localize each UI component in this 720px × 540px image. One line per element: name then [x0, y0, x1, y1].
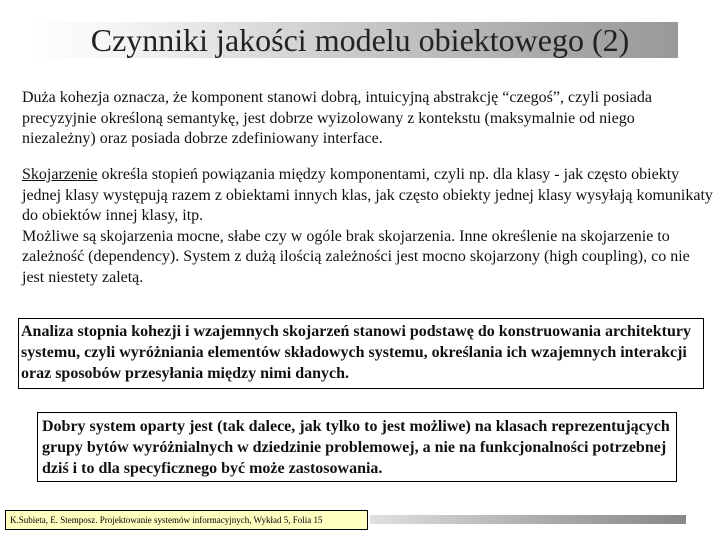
footer-citation: K.Subieta, E. Stemposz. Projektowanie systemów informacyjnych, Wykład 5, Folia 15	[5, 510, 368, 530]
coupling-definition: określa stopień powiązania między komponentami, czyli np. dla klasy - jak często obiekty jednej klasy występują razem z obiektami innych klas, jak często obiekty jednej klasy wysyłają komunikaty do obiektów innej klasy, itp.	[22, 166, 713, 224]
analysis-box: Analiza stopnia kohezji i wzajemnych skojarzeń stanowi podstawę do konstruowania architektury systemu, czyli wyróżniania elementów składowych systemu, określania ich wzajemnych interakcji oraz sposobów przesyłania między nimi danych.	[18, 318, 704, 389]
slide-title: Czynniki jakości modelu obiektowego (2)	[90, 22, 630, 58]
coupling-paragraph	[22, 165, 714, 288]
footer-decoration-bar	[370, 515, 686, 524]
good-system-box: Dobry system oparty jest (tak dalece, jak tylko to jest możliwe) na klasach reprezentujących grupy bytów wyróżnialnych w dziedzinie problemowej, a nie na funkcjonalności potrzebnej dziś i to dla specyficznego być może zastosowania.	[37, 412, 677, 482]
coupling-term: Skojarzenie	[22, 166, 98, 183]
cohesion-paragraph: Duża kohezja oznacza, że komponent stanowi dobrą, intuicyjną abstrakcję “czegoś”, czyli posiada precyzyjnie określoną semantykę, jest dobrze wyizolowany z kontekstu (maksymalnie od niego niezależny) oraz posiada dobrze zdefiniowany interface.	[22, 89, 652, 147]
coupling-details: Możliwe są skojarzenia mocne, słabe czy w ogóle brak skojarzenia. Inne określenie na skojarzenie to zależność (dependency). System z dużą ilością zależności jest mocno skojarzony (high coupling), co nie jest niestety zaletą.	[22, 227, 690, 286]
